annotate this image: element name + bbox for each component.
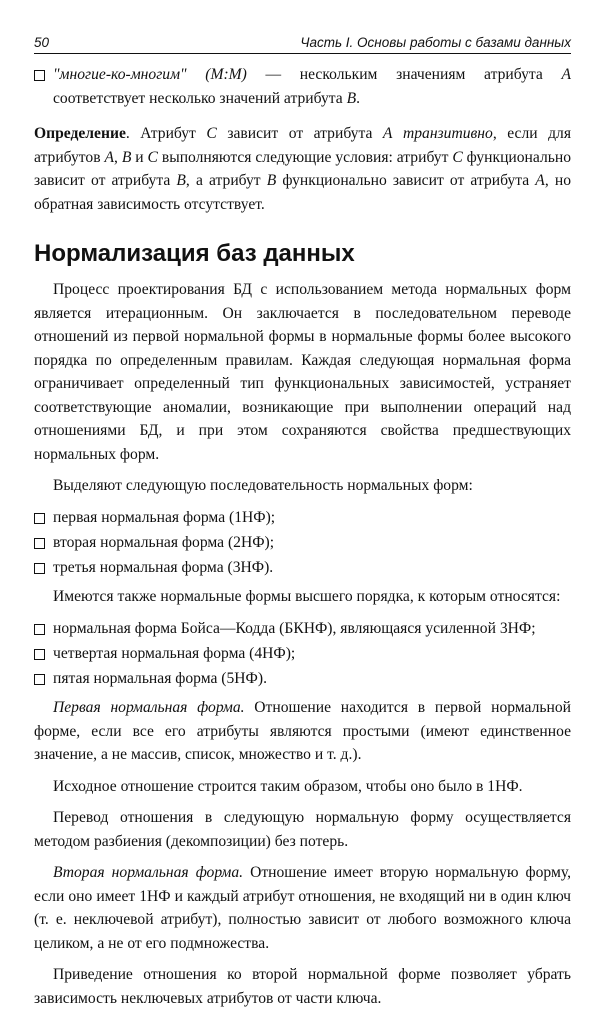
text: Отношение находится в первой нормальной форме, если все его атрибуты являются простыми (имеют единственное значение, а не массив, список, множество и т. д.).	[34, 699, 571, 763]
higher-intro: Имеются также нормальные формы высшего порядка, к которым относятся:	[53, 588, 561, 605]
list-item	[34, 531, 571, 555]
checkbox-bullet-icon	[34, 563, 45, 574]
higher-list	[34, 617, 571, 691]
var: С	[452, 148, 463, 166]
var: А	[561, 66, 571, 83]
var: А	[382, 125, 393, 142]
checkbox-bullet-icon	[34, 649, 45, 660]
text: зависит от атрибута	[216, 125, 383, 142]
var: А	[535, 172, 545, 189]
term: "многие-ко-многим" (М:М)	[53, 66, 247, 83]
var: В	[346, 89, 357, 107]
text: и	[131, 148, 148, 166]
list-item	[34, 506, 571, 530]
term: Первая нормальная форма.	[53, 699, 245, 716]
text: , но обратная зависимость отсутствует.	[34, 172, 571, 213]
var: А	[104, 148, 115, 166]
text: . Атрибут	[125, 125, 207, 142]
running-title: Часть I. Основы работы с базами данных	[300, 35, 571, 50]
checkbox-bullet-icon	[34, 70, 45, 81]
list-item	[34, 642, 571, 666]
page-number: 50	[34, 35, 50, 50]
initial-paragraph: Исходное отношение строится таким образом, чтобы оно было в 1НФ.	[53, 777, 523, 795]
list-item	[34, 556, 571, 580]
section-title: Нормализация баз данных	[34, 240, 355, 267]
text: , если для атрибутов	[34, 125, 571, 166]
checkbox-bullet-icon	[34, 624, 45, 635]
list-item-text: вторая нормальная форма (2НФ);	[53, 533, 275, 551]
var: В	[121, 148, 132, 166]
text	[392, 125, 403, 142]
list-item-text: четвертая нормальная форма (4НФ);	[53, 644, 296, 662]
text: функционально зависит от атрибута	[276, 172, 536, 189]
definition-label: Определение	[34, 125, 126, 142]
definition-paragraph	[34, 122, 571, 216]
list-item-mm	[34, 63, 571, 110]
text: — нескольким значениям атрибута	[246, 66, 562, 83]
text: выполняются следующие условия: атрибут	[157, 148, 453, 166]
var: С	[147, 148, 158, 166]
intro-paragraph: Процесс проектирования БД с использованием метода нормальных форм является итерационным. Он заключается в последовательном переводе отношений из первой нормальной формы в нормальные формы более высокого порядка по определенным правилам. Каждая следующая нормальная форма ограничивает определенный тип функциональных зависимостей, устраняет соответствующие аномалии, возникающие при выполнении операций над отношениями БД, и при этом сохраняются свойства предшествующих нормальных форм.	[34, 281, 571, 463]
reduction-paragraph: Приведение отношения ко второй нормальной форме позволяет убрать зависимость неключевых атрибутов от части ключа.	[34, 966, 571, 1007]
var: В	[176, 172, 186, 189]
checkbox-bullet-icon	[34, 513, 45, 524]
page-content	[34, 63, 571, 1018]
var: С	[206, 125, 217, 142]
sequence-intro: Выделяют следующую последовательность нормальных форм:	[53, 477, 473, 494]
running-header	[34, 33, 571, 54]
list-item-text: пятая нормальная форма (5НФ).	[53, 669, 267, 687]
first-nf-paragraph	[34, 696, 571, 767]
second-nf-paragraph	[34, 861, 571, 955]
list-item	[34, 667, 571, 691]
text: Отношение имеет вторую нормальную форму, если оно имеет 1НФ и каждый атрибут отношения, не входящий ни в один ключ (т. е. неключевой атрибут), полностью зависит от любого возможного ключа целиком, а не от его подмножества.	[34, 864, 571, 952]
text: ,	[114, 148, 122, 166]
text: соответствует несколько значений атрибута	[53, 89, 347, 107]
checkbox-bullet-icon	[34, 674, 45, 685]
list-item-text: нормальная форма Бойса—Кодда (БКНФ), являющаяся усиленной 3НФ;	[53, 619, 536, 637]
checkbox-bullet-icon	[34, 538, 45, 549]
term: Вторая нормальная форма.	[53, 864, 244, 881]
term: транзитивно	[402, 125, 493, 142]
list-item-text: третья нормальная форма (3НФ).	[53, 558, 274, 576]
var: В	[266, 172, 277, 189]
text: , а атрибут	[185, 172, 267, 189]
transition-paragraph: Перевод отношения в следующую нормальную форму осуществляется методом разбиения (декомпозиции) без потерь.	[34, 809, 571, 850]
list-item	[34, 617, 571, 641]
list-item-text: первая нормальная форма (1НФ);	[53, 508, 276, 526]
text: .	[356, 89, 360, 107]
text: функционально зависит от атрибута	[34, 148, 571, 189]
sequence-list	[34, 506, 571, 580]
